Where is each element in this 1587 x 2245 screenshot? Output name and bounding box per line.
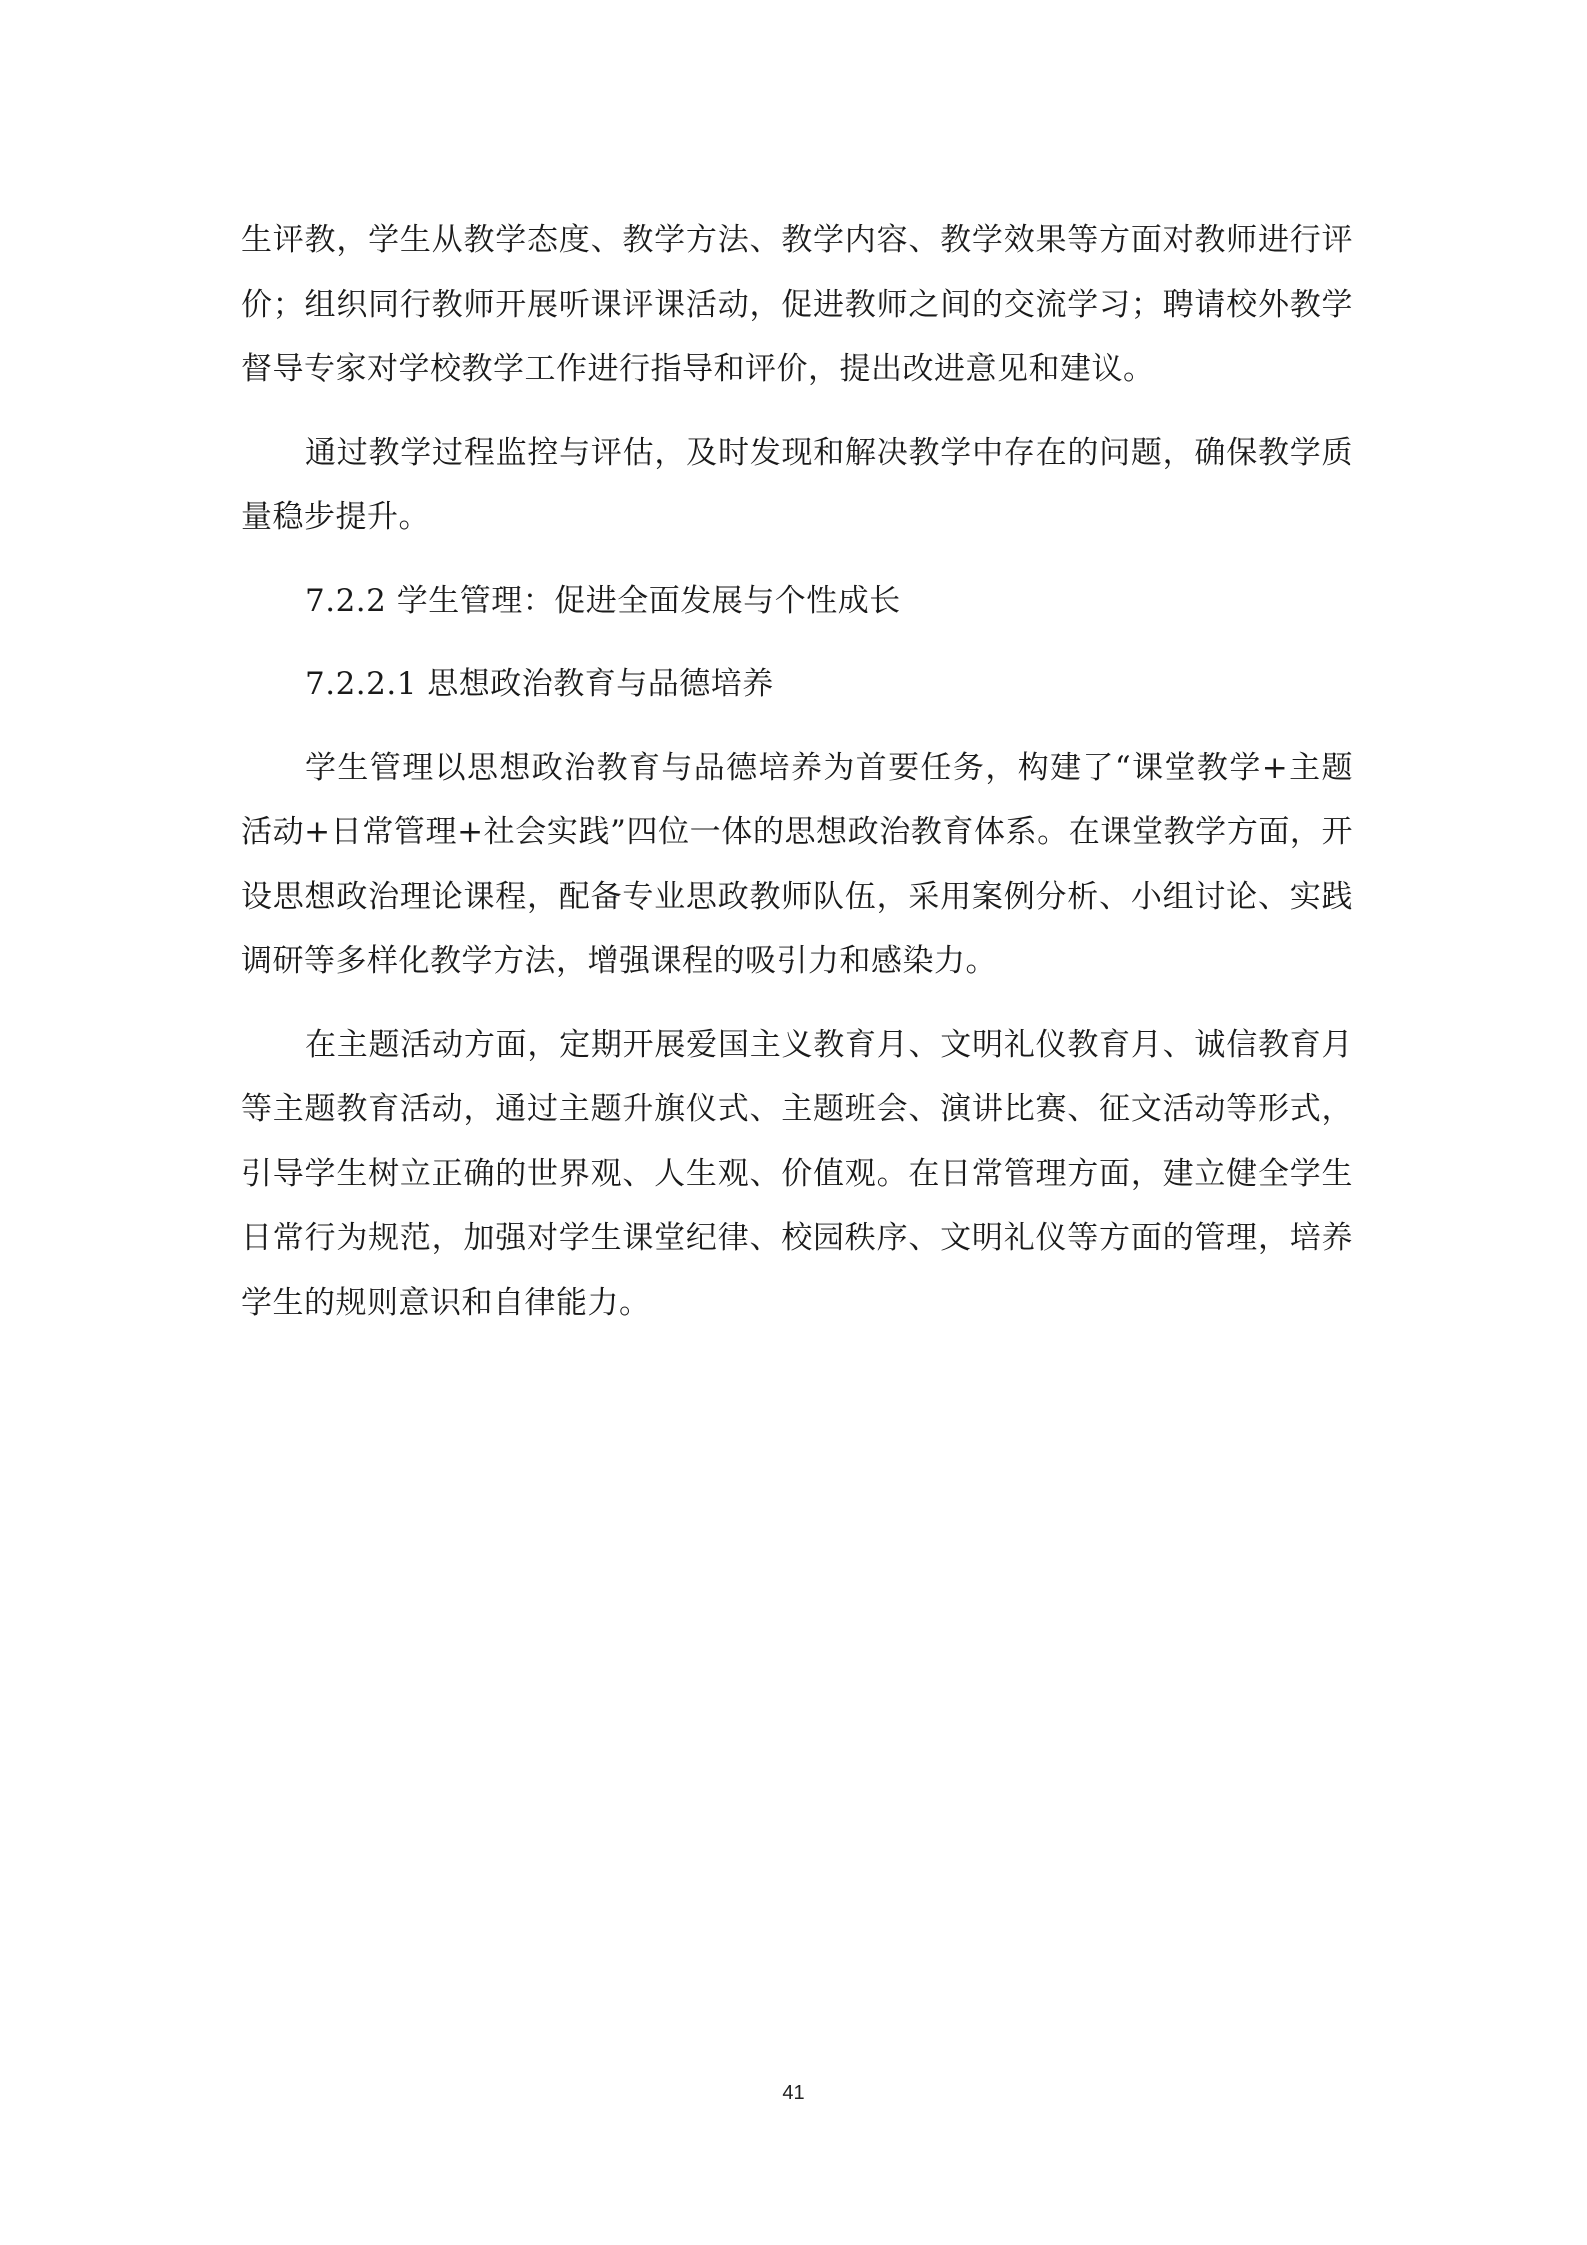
- page-body: [241, 208, 1353, 1354]
- section-heading-student-management: 7.2.2 学生管理：促进全面发展与个性成长: [305, 582, 901, 619]
- subsection-heading-ideological-education: 7.2.2.1 思想政治教育与品德培养: [305, 666, 774, 702]
- paragraph-monitoring-summary: 通过教学过程监控与评估，及时发现和解决教学中存在的问题，确保教学质量稳步提升。: [241, 434, 1353, 535]
- page-number: 41: [782, 2082, 805, 2104]
- paragraph-ideological-system: 学生管理以思想政治教育与品德培养为首要任务，构建了“课堂教学+主题活动+日常管理+社会实践”四位一体的思想政治教育体系。在课堂教学方面，开设思想政治理论课程，配备专业思政教师队伍，采用案例分析、小组讨论、实践调研等多样化教学方法，增强课程的吸引力和感染力。: [241, 749, 1353, 979]
- paragraph-theme-activities: 在主题活动方面，定期开展爱国主义教育月、文明礼仪教育月、诚信教育月等主题教育活动，通过主题升旗仪式、主题班会、演讲比赛、征文活动等形式，引导学生树立正确的世界观、人生观、价值观。在日常管理方面，建立健全学生日常行为规范，加强对学生课堂纪律、校园秩序、文明礼仪等方面的管理，培养学生的规则意识和自律能力。: [241, 1026, 1353, 1321]
- paragraph-continued: 生评教，学生从教学态度、教学方法、教学内容、教学效果等方面对教师进行评价；组织同行教师开展听课评课活动，促进教师之间的交流学习；聘请校外教学督导专家对学校教学工作进行指导和评价，提出改进意见和建议。: [241, 222, 1353, 387]
